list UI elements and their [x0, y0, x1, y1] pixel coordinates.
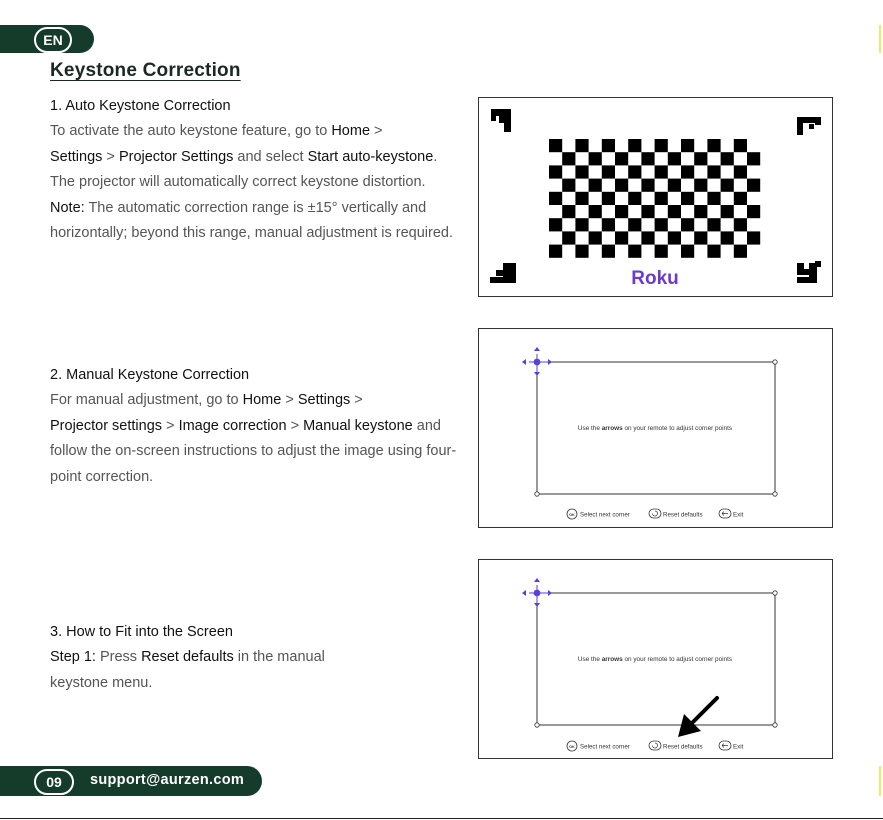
ok-icon-label: OK	[569, 745, 575, 749]
help-bar	[567, 741, 744, 751]
s2-gt-4: >	[286, 417, 304, 434]
page-number: 09	[34, 769, 74, 795]
language-tab	[0, 25, 94, 53]
s3-reset-defaults: Reset defaults	[141, 649, 234, 666]
s3-text-1: Press	[95, 649, 142, 666]
footer-bar	[0, 766, 262, 796]
s2-text-1: For manual adjustment, go to	[50, 392, 243, 409]
arrow-right-icon	[548, 590, 552, 596]
ok-icon-label: OK	[569, 513, 575, 517]
s2-home: Home	[242, 392, 282, 409]
section-2-heading: 2. Manual Keystone Correction	[50, 367, 250, 383]
edge-mark-bottom	[879, 766, 881, 796]
corner-marker-top-right	[797, 117, 821, 135]
exit-label: Exit	[733, 743, 744, 751]
section-auto-keystone	[50, 94, 460, 246]
manual-keystone-screen	[479, 329, 832, 527]
corner-point-top-right[interactable]	[773, 360, 777, 364]
reset-icon	[649, 741, 661, 750]
s1-text-1: To activate the auto keystone feature, go to	[50, 123, 332, 140]
corner-point-bottom-right[interactable]	[773, 492, 777, 496]
section-manual-keystone	[50, 363, 462, 490]
corner-point-bottom-right[interactable]	[773, 723, 777, 727]
s3-step-label: Step 1:	[50, 649, 96, 666]
section-3-body	[50, 645, 380, 696]
corner-marker-top-left	[491, 109, 511, 132]
exit-label: Exit	[733, 511, 744, 519]
arrow-up-icon	[534, 347, 540, 351]
s2-image-correction: Image correction	[178, 417, 287, 434]
pointer-arrow-icon	[678, 698, 717, 737]
corner-marker-bottom-right	[797, 261, 821, 283]
help-bar	[567, 509, 744, 519]
bottom-rule	[0, 818, 883, 819]
s1-text-2: and select	[233, 148, 308, 165]
manual-keystone-panel	[478, 328, 833, 528]
reset-defaults-panel	[478, 559, 833, 759]
s1-text-3: . The projector will automatically correct keystone distortion.	[50, 148, 438, 191]
reset-defaults-label: Reset defaults	[663, 511, 703, 519]
select-next-corner-label: Select next corner	[580, 743, 630, 751]
instruction-text: Use the arrows on your remote to adjust corner points	[577, 656, 733, 663]
s1-gt-2: >	[102, 148, 119, 165]
arrow-right-icon	[548, 359, 552, 365]
corner-point-bottom-left[interactable]	[535, 492, 539, 496]
auto-keystone-pattern-panel	[478, 97, 833, 297]
reset-defaults-label: Reset defaults	[663, 743, 703, 751]
arrow-left-icon	[522, 590, 526, 596]
page-title: Keystone Correction	[50, 60, 241, 81]
arrow-left-icon	[522, 359, 526, 365]
section-1-heading: 1. Auto Keystone Correction	[50, 98, 231, 114]
s2-manual-keystone: Manual keystone	[303, 417, 413, 434]
corner-point-top-right[interactable]	[773, 591, 777, 595]
s1-settings: Settings	[50, 148, 103, 165]
arrow-down-icon	[534, 372, 540, 376]
test-pattern-figure	[479, 98, 832, 296]
s2-gt-3: >	[162, 417, 179, 434]
s2-gt-2: >	[350, 392, 363, 409]
language-label: EN	[34, 27, 72, 53]
section-2-body	[50, 388, 462, 490]
arrow-up-icon	[534, 578, 540, 582]
s2-text-2: and follow the on-screen instructions to adjust the image using four-point correction.	[50, 417, 457, 485]
s2-gt-1: >	[281, 392, 298, 409]
checkerboard-pattern	[549, 139, 760, 258]
roku-logo: Roku	[631, 268, 679, 289]
s2-settings: Settings	[297, 392, 351, 409]
section-fit-screen	[50, 620, 380, 696]
section-1-body	[50, 119, 460, 246]
selected-corner-marker[interactable]	[522, 578, 552, 607]
reset-icon	[649, 509, 661, 518]
s3-text-2: in the manual keystone menu.	[50, 649, 325, 691]
instruction-text: Use the arrows on your remote to adjust corner points	[577, 425, 733, 432]
s1-home: Home	[331, 123, 371, 140]
s1-projector-settings: Projector Settings	[118, 148, 234, 165]
s1-note-label: Note:	[50, 199, 85, 216]
s2-projector-settings: Projector settings	[50, 417, 163, 434]
s1-gt-1: >	[370, 123, 383, 140]
corner-marker-bottom-left	[490, 263, 516, 283]
s1-start-auto-keystone: Start auto-keystone	[307, 148, 434, 165]
s1-note-text: The automatic correction range is ±15° vertically and horizontally; beyond this range, manual adjustment is required.	[50, 199, 454, 242]
arrow-down-icon	[534, 603, 540, 607]
reset-defaults-screen	[479, 560, 832, 758]
selected-corner-marker[interactable]	[522, 347, 552, 376]
support-email: support@aurzen.com	[90, 772, 245, 788]
section-3-heading: 3. How to Fit into the Screen	[50, 624, 233, 640]
corner-point-bottom-left[interactable]	[535, 723, 539, 727]
select-next-corner-label: Select next corner	[580, 511, 630, 519]
edge-mark-top	[879, 25, 881, 53]
